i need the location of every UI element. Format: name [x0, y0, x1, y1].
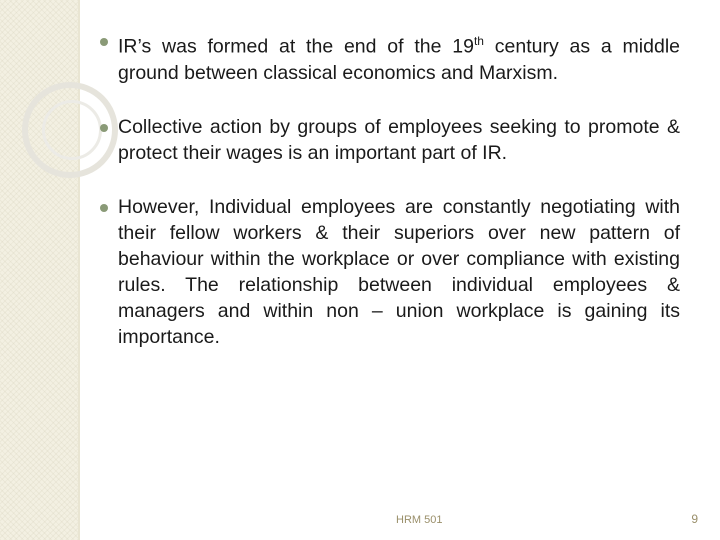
decorative-side-band	[0, 0, 78, 540]
bullet-text: However, Individual employees are constantly negotiating with their fellow workers & their superiors over new pattern of behaviour within the workplace or over compliance with existing rules. The relationship between individual employees & managers and within non – union workplace is gaining its importance.	[118, 195, 680, 348]
bullet-dot-icon	[100, 204, 108, 212]
footer-course-code: HRM 501	[396, 514, 443, 526]
bullet-dot-icon	[100, 38, 108, 46]
bullet-list	[100, 28, 680, 350]
decorative-inner-ring-icon	[42, 100, 102, 160]
bullet-text: IR’s was formed at the end of the 19th century as a middle ground between classical economics and Marxism.	[118, 34, 680, 84]
bullet-item	[100, 28, 680, 86]
bullet-item	[100, 114, 680, 166]
bullet-text: Collective action by groups of employees seeking to promote & protect their wages is an important part of IR.	[118, 115, 680, 164]
page-number: 9	[691, 512, 698, 526]
bullet-dot-icon	[100, 124, 108, 132]
bullet-item	[100, 194, 680, 350]
side-band-edge	[78, 0, 80, 540]
